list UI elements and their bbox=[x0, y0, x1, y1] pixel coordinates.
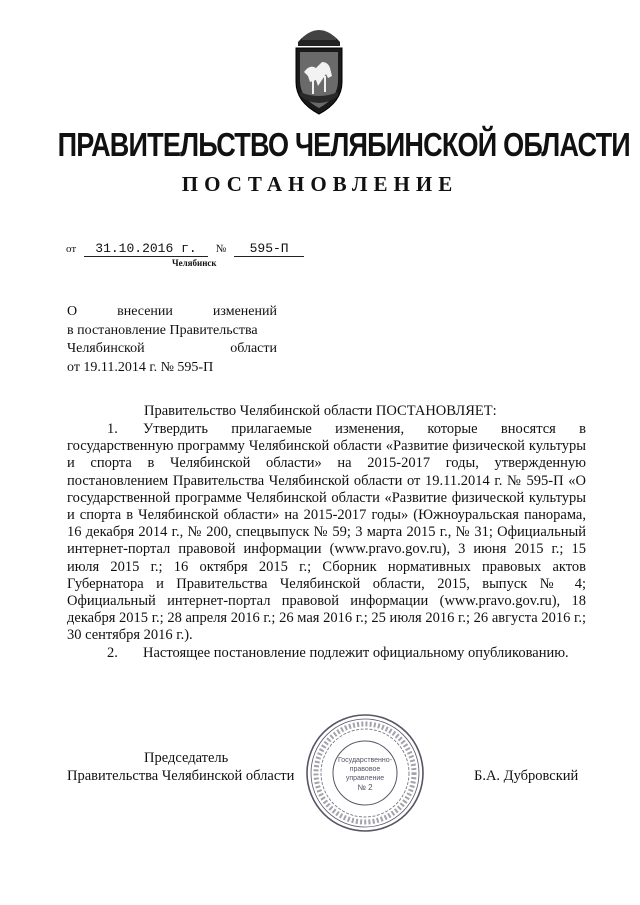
stamp-line-4: № 2 bbox=[357, 783, 373, 792]
subject-line-2: в постановление Правительства bbox=[67, 322, 258, 338]
item-2: 2. Настоящее постановление подлежит официальному опубликованию. bbox=[107, 644, 569, 661]
document-body bbox=[67, 421, 586, 662]
signatory-name: Б.А. Дубровский bbox=[474, 768, 579, 784]
item-1: 1. Утвердить прилагаемые изменения, которые вносятся в государственную программу Челябинской области «Развитие физической культуры и спорта в Челябинской области» на 2015-2017 годы, утвержденную постановлением Правительства Челябинской области от 19.11.2014 г. № 595-П «О государственной программе Челябинской области «Развитие физической культуры и спорта в Челябинской области» на 2015-2017 годы» (Южноуральская панорама, 16 декабря 2014 г., № 200, спецвыпуск № 59; 3 марта 2015 г., № 31; Официальный интернет-портал правовой информации (www.pravo.gov.ru), 3 июня 2015 г.; 15 июля 2015 г.; 16 октября 2015 г.; Сборник нормативных правовых актов Губернатора и Правительства Челябинской области, 2015, выпуск № 4; Официальный интернет-портал правовой информации (www.pravo.gov.ru), 18 декабря 2015 г.; 28 апреля 2016 г.; 26 мая 2016 г.; 25 июля 2016 г.; 26 августа 2016 г.; 30 сентября 2016 г.). bbox=[67, 421, 586, 644]
from-label: от bbox=[66, 243, 77, 255]
resolution-intro: Правительство Челябинской области ПОСТАНОВЛЯЕТ: bbox=[144, 403, 497, 419]
official-stamp bbox=[304, 712, 426, 834]
stamp-line-1: Государственно- bbox=[337, 757, 393, 764]
city-label: Челябинск bbox=[172, 258, 217, 268]
subject-block bbox=[67, 303, 277, 377]
signatory-organization: Правительства Челябинской области bbox=[67, 768, 295, 784]
document-number: 595-П bbox=[234, 241, 304, 257]
document-date-number bbox=[66, 241, 304, 257]
subject-line-4: от 19.11.2014 г. № 595-П bbox=[67, 359, 214, 375]
document-date: 31.10.2016 г. bbox=[84, 241, 208, 257]
subject-line-3: Челябинской области bbox=[67, 341, 277, 356]
coat-of-arms-emblem bbox=[288, 20, 350, 116]
number-label: № bbox=[215, 243, 227, 255]
stamp-line-2: правовое bbox=[349, 766, 381, 773]
government-title: ПРАВИТЕЛЬСТВО ЧЕЛЯБИНСКОЙ ОБЛАСТИ bbox=[57, 126, 630, 163]
signatory-title: Председатель bbox=[144, 750, 229, 766]
document-type-title: ПОСТАНОВЛЕНИЕ bbox=[181, 172, 459, 196]
stamp-line-3: управление bbox=[345, 775, 385, 782]
subject-line-1: О внесении изменений bbox=[67, 304, 277, 319]
